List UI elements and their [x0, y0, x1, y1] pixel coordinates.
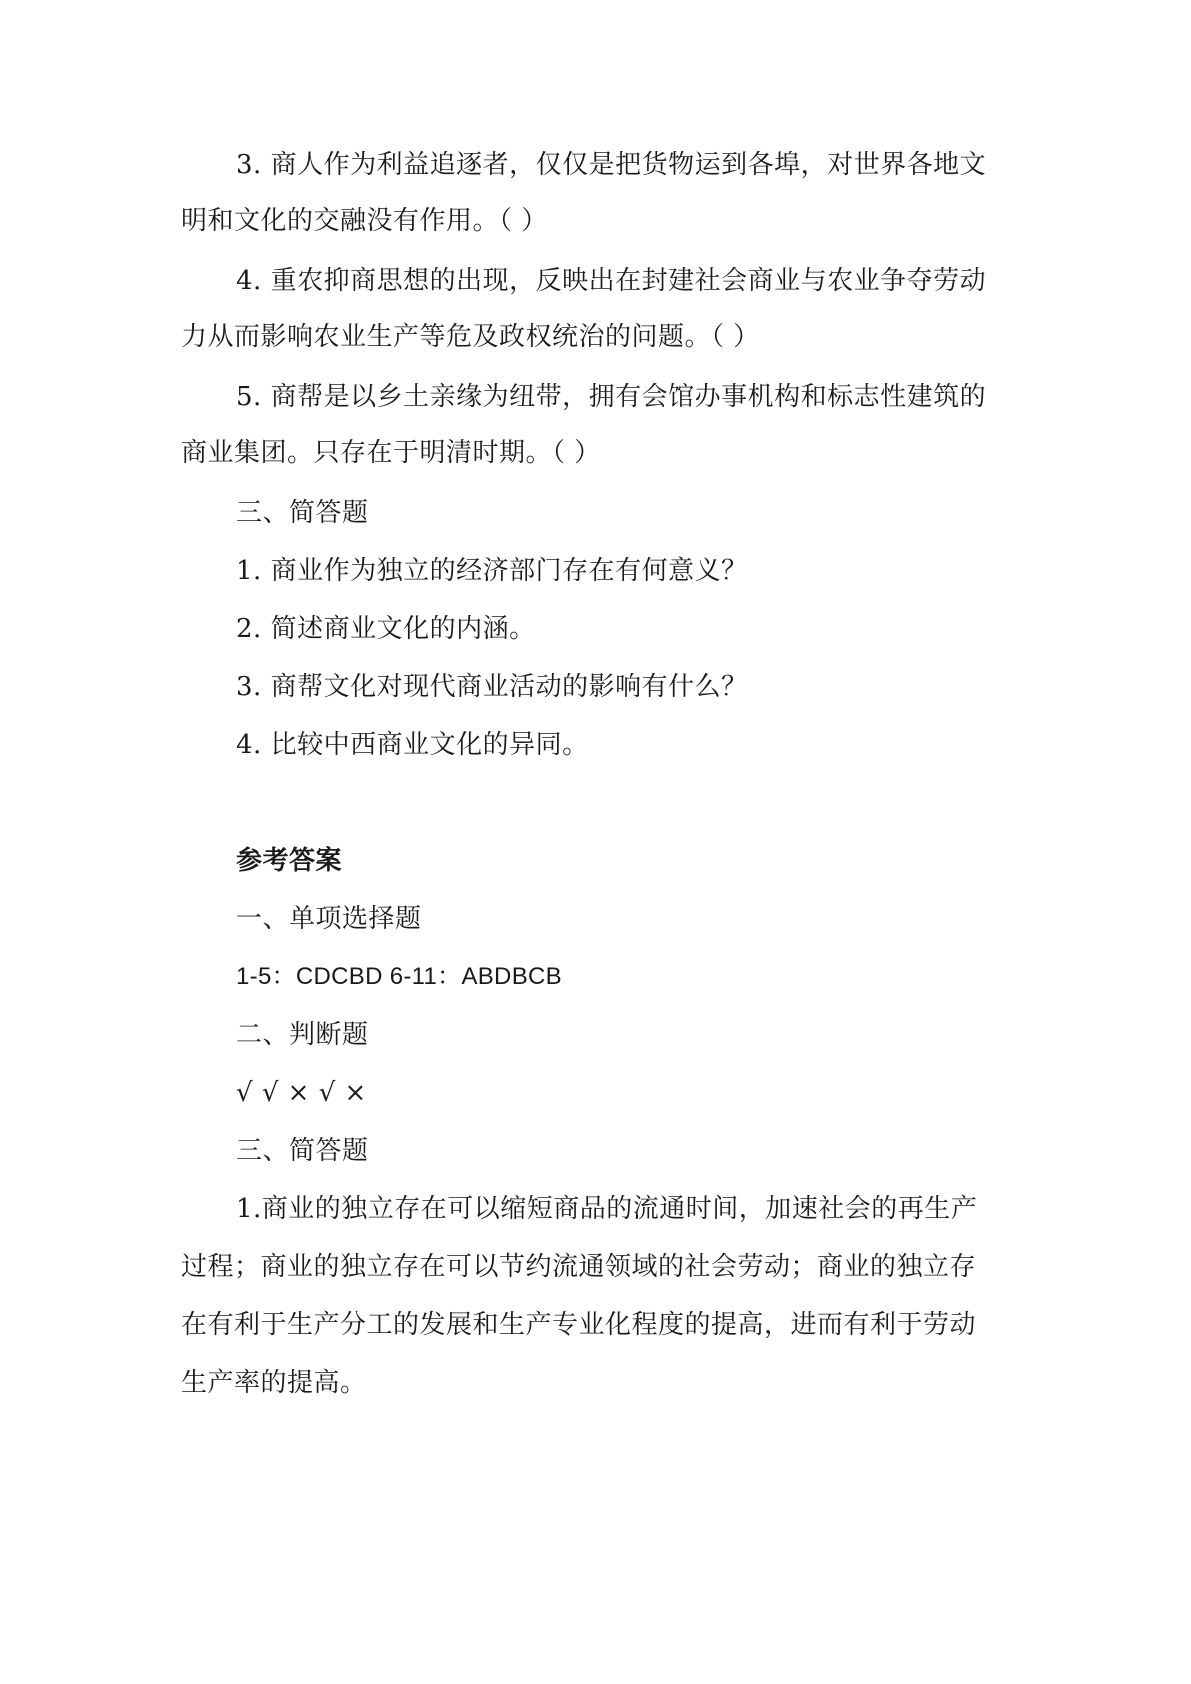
answers-section3-heading: 三、简答题	[236, 1136, 369, 1166]
short-answer-heading: 三、简答题	[236, 498, 369, 528]
answers-section2-heading: 二、判断题	[236, 1020, 369, 1050]
short-answer-q1: 1. 商业作为独立的经济部门存在有何意义？	[236, 556, 748, 586]
judgment-q3-line2: 明和文化的交融没有作用。（ ）	[181, 206, 548, 236]
judgment-q3-line1: 3. 商人作为利益追逐者，仅仅是把货物运到各埠，对世界各地文	[236, 150, 987, 180]
judgment-q4-line1: 4. 重农抑商思想的出现，反映出在封建社会商业与农业争夺劳动	[236, 266, 987, 296]
answers-section1-answer: 1-5：CDCBD 6-11：ABDBCB	[236, 963, 562, 990]
short-answer-q4: 4. 比较中西商业文化的异同。	[236, 730, 589, 760]
short-answer-q2: 2. 简述商业文化的内涵。	[236, 614, 536, 644]
answers-section1-heading: 一、单项选择题	[236, 904, 422, 934]
short-answer-q3: 3. 商帮文化对现代商业活动的影响有什么？	[236, 672, 748, 702]
judgment-q5-line2: 商业集团。只存在于明清时期。（ ）	[181, 438, 601, 468]
answer1-line2: 过程；商业的独立存在可以节约流通领域的社会劳动；商业的独立存	[181, 1252, 977, 1282]
answer1-line1: 1.商业的独立存在可以缩短商品的流通时间，加速社会的再生产	[236, 1194, 978, 1224]
judgment-q4-line2: 力从而影响农业生产等危及政权统治的问题。（ ）	[181, 322, 760, 352]
answers-section2-answer: √ √ × √ ×	[236, 1078, 367, 1108]
answer1-line4: 生产率的提高。	[181, 1368, 367, 1398]
answers-title: 参考答案	[236, 846, 343, 876]
judgment-q5-line1: 5. 商帮是以乡土亲缘为纽带，拥有会馆办事机构和标志性建筑的	[236, 382, 987, 412]
answer1-line3: 在有利于生产分工的发展和生产专业化程度的提高，进而有利于劳动	[181, 1310, 977, 1340]
